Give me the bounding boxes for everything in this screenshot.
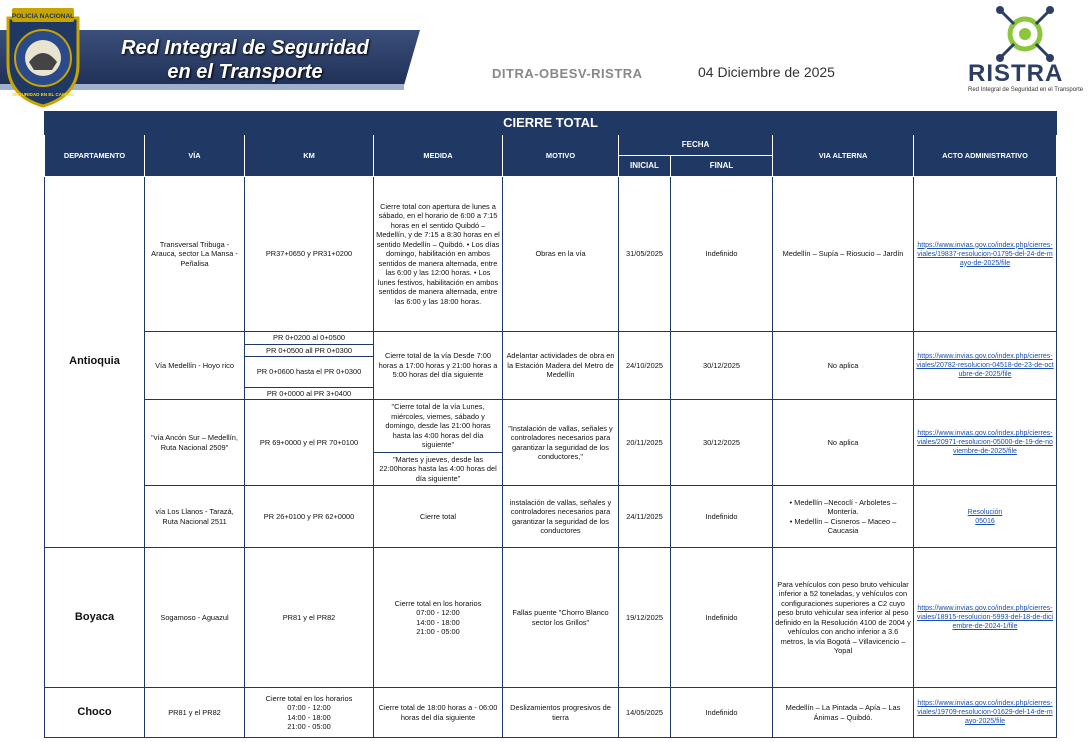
policia-nacional-seal <box>2 4 84 108</box>
header-departamento: DEPARTAMENTO <box>45 135 145 177</box>
fecha-inicial-cell: 24/11/2025 <box>619 486 671 548</box>
table-row <box>45 486 1057 548</box>
acto-cell <box>914 400 1057 486</box>
table-row <box>45 548 1057 688</box>
fecha-final-cell: Indefinido <box>671 688 773 738</box>
dept-boyaca: Boyaca <box>45 548 145 688</box>
dept-choco: Choco <box>45 688 145 738</box>
ristra-logo-text: RISTRA <box>968 60 1064 87</box>
via-alterna-cell: Medellín – Supía – Riosucio – Jardín <box>773 177 914 332</box>
fecha-inicial-cell: 19/12/2025 <box>619 548 671 688</box>
acto-link[interactable]: Resolución 05016 <box>967 508 1003 525</box>
via-alterna-line: • Medellín – Cisneros – Maceo – Caucasia <box>789 516 897 535</box>
document-code: DITRA-OBESV-RISTRA <box>492 66 643 81</box>
acto-link[interactable]: https://www.invias.gov.co/index.php/cierres-viales/19837-resolucion-01795-del-24-de-mayo-de-2025/file <box>917 241 1053 267</box>
medida-line: Cierre total en los horarios <box>394 598 482 608</box>
header-km: KM <box>245 135 374 177</box>
km-line: PR 0+0200 al 0+0500 <box>245 332 373 345</box>
acto-cell <box>914 332 1057 400</box>
km-cell: PR 69+0000 y el PR 70+0100 <box>245 400 374 486</box>
acto-link[interactable]: https://www.invias.gov.co/index.php/cierres-viales/20782-resolucion-04518-de-23-de-octubre-de-2025/file <box>916 353 1054 378</box>
header-final: FINAL <box>671 156 773 177</box>
via-cell: PR81 y el PR82 <box>145 688 245 738</box>
fecha-inicial-cell: 20/11/2025 <box>619 400 671 486</box>
km-cell <box>245 332 374 400</box>
closures-table-wrapper <box>44 111 1056 738</box>
header-inicial: INICIAL <box>619 156 671 177</box>
via-cell: vía Los Llanos - Tarazá, Ruta Nacional 2511 <box>145 486 245 548</box>
dept-antioquia: Antioquia <box>45 177 145 548</box>
medida-cell: Cierre total con apertura de lunes a sábado, en el horario de 6:00 a 7:15 horas en el sentido Quibdó – Medellín, y de 7:15 a 8:30 horas en el sentido Medellín – Quibdó. • Los días domingo, habilitación en ambos sentidos de manera alternada, entre las 6:00 y las 12:00 horas. • Los lunes festivos, habilitación en ambos sentidos de manera alternada, entre las 6:00 y las 18:00 horas. <box>374 177 503 332</box>
km-line: PR 0+0600 hasta el PR 0+0300 <box>245 357 373 388</box>
km-cell <box>245 688 374 738</box>
medida-cell: Cierre total de 18:00 horas a - 06:00 horas del día siguiente <box>374 688 503 738</box>
km-line: 07:00 - 12:00 <box>287 703 331 712</box>
acto-cell <box>914 177 1057 332</box>
acto-cell <box>914 486 1057 548</box>
medida-cell: Cierre total <box>374 486 503 548</box>
via-cell: Transversal Tribuga - Arauca, sector La Mansa - Peñalisa <box>145 177 245 332</box>
fecha-inicial-cell: 14/05/2025 <box>619 688 671 738</box>
acto-link[interactable]: https://www.invias.gov.co/index.php/cierres-viales/18915-resolucion-5993-del-18-de-diciembre-de-2024-1/file <box>916 605 1054 630</box>
fecha-final-cell: Indefinido <box>671 548 773 688</box>
acto-cell <box>914 688 1057 738</box>
km-line: 14:00 - 18:00 <box>287 712 331 722</box>
table-row <box>45 688 1057 738</box>
km-line: PR 0+0000 al PR 3+0400 <box>266 388 352 398</box>
medida-line: "Cierre total de la vía Lunes, miércoles, viernes, sábado y domingo, desde las 21:00 horas hasta las 4:00 horas del día siguiente" <box>374 400 502 453</box>
km-line: PR 0+0500 all PR 0+0300 <box>245 345 373 358</box>
via-alterna-cell: Medellín – La Pintada – Apía – Las Ánimas – Quibdó. <box>773 688 914 738</box>
medida-cell <box>374 400 503 486</box>
acto-link[interactable]: https://www.invias.gov.co/index.php/cierres-viales/19709-resolucion-01629-del-14-de-mayo-2025/file <box>917 700 1053 725</box>
km-cell: PR 26+0100 y PR 62+0000 <box>245 486 374 548</box>
header-acto: ACTO ADMINISTRATIVO <box>914 135 1057 177</box>
motivo-cell: "Instalación de vallas, señales y controladores necesarios para garantizar la seguridad de los conductores," <box>503 400 619 486</box>
via-alterna-cell <box>773 486 914 548</box>
table-title: CIERRE TOTAL <box>45 112 1057 135</box>
motivo-cell: Fallas puente "Chorro Blanco sector los Grillos" <box>503 548 619 688</box>
fecha-inicial-cell: 31/05/2025 <box>619 177 671 332</box>
page-header <box>0 0 1092 110</box>
via-alterna-cell: No aplica <box>773 400 914 486</box>
document-date: 04 Diciembre de 2025 <box>698 64 835 80</box>
title-line-1: Red Integral de Seguridad <box>121 37 369 59</box>
seal-top-text: POLICIA NACIONAL <box>11 13 75 20</box>
header-via: VÍA <box>145 135 245 177</box>
header-motivo: MOTIVO <box>503 135 619 177</box>
fecha-inicial-cell: 24/10/2025 <box>619 332 671 400</box>
table-row <box>45 400 1057 486</box>
motivo-cell: instalación de vallas, señales y controladores necesarios para garantizar la seguridad de los conductores <box>503 486 619 548</box>
fecha-final-cell: Indefinido <box>671 177 773 332</box>
medida-line: "Martes y jueves, desde las 22:00horas hasta las 4:00 horas del día siguiente" <box>379 454 497 483</box>
header-medida: MEDIDA <box>374 135 503 177</box>
medida-line: 14:00 - 18:00 <box>416 617 460 627</box>
motivo-cell: Adelantar actividades de obra en la Estación Madera del Metro de Medellín <box>503 332 619 400</box>
medida-line: 21:00 - 05:00 <box>416 627 460 636</box>
fecha-final-cell: Indefinido <box>671 486 773 548</box>
header-fecha: FECHA <box>619 135 773 156</box>
header-via-alterna: VIA ALTERNA <box>773 135 914 177</box>
via-alterna-cell: No aplica <box>773 332 914 400</box>
acto-cell <box>914 548 1057 688</box>
acto-link[interactable]: https://www.invias.gov.co/index.php/cierres-viales/20971-resolucion-05000-de-19-de-noviembre-de-2025/file <box>917 430 1053 455</box>
page-title <box>80 36 410 84</box>
via-cell: "vía Ancón Sur – Medellín, Ruta Nacional 2509" <box>145 400 245 486</box>
medida-cell <box>374 548 503 688</box>
closures-table <box>44 111 1057 738</box>
ristra-logo-icon <box>990 4 1060 64</box>
km-cell: PR81 y el PR82 <box>245 548 374 688</box>
table-row <box>45 332 1057 400</box>
via-cell: Sogamoso - Aguazul <box>145 548 245 688</box>
km-cell: PR37+0650 y PR31+0200 <box>245 177 374 332</box>
via-alterna-line: • Medellín –Necoclí - Arboletes – Montería. <box>789 497 897 516</box>
title-line-2: en el Transporte <box>167 61 323 83</box>
via-alterna-cell: Para vehículos con peso bruto vehicular inferior a 52 toneladas, y vehículos con configuraciones superiores a C2 cuyo peso bruto vehicular sea inferior al peso definido en la Resolución 4100 de 2004 y vehículos con ancho inferior a 3.6 metros, la vía Bogotá – Villavicencio – Yopal <box>773 548 914 688</box>
motivo-cell: Deslizamientos progresivos de tierra <box>503 688 619 738</box>
seal-bottom-text: SEGURIDAD EN EL CAMINO <box>11 92 75 97</box>
medida-line: 07:00 - 12:00 <box>416 608 460 617</box>
km-line: 21:00 - 05:00 <box>287 722 331 731</box>
via-cell: Vía Medellín - Hoyo rico <box>145 332 245 400</box>
table-row <box>45 177 1057 332</box>
km-line: Cierre total en los horarios <box>265 693 353 703</box>
motivo-cell: Obras en la vía <box>503 177 619 332</box>
medida-cell: Cierre total de la vía Desde 7:00 horas a 17:00 horas y 21:00 horas a 5:00 horas del día siguiente <box>374 332 503 400</box>
ristra-logo-subtitle: Red Integral de Seguridad en el Transporte <box>968 87 1084 93</box>
fecha-final-cell: 30/12/2025 <box>671 332 773 400</box>
fecha-final-cell: 30/12/2025 <box>671 400 773 486</box>
